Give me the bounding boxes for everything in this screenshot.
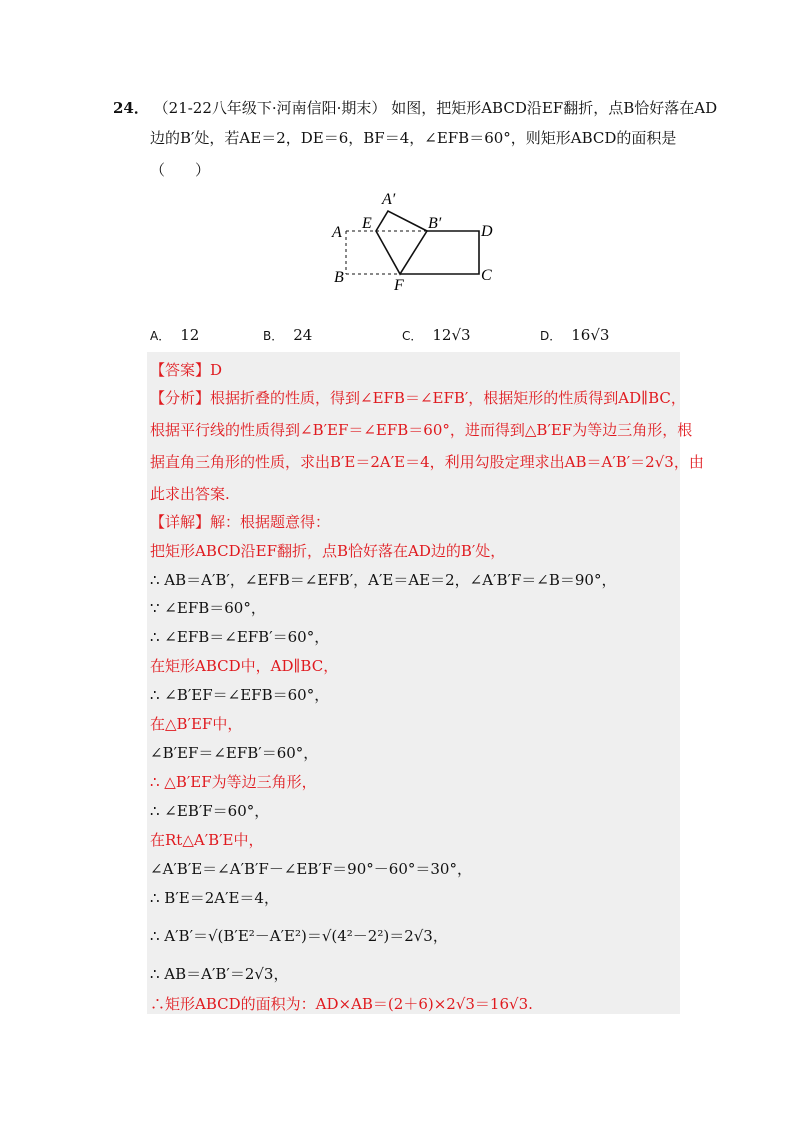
rectangle-right-part [400,231,479,274]
step-3: ∵ ∠EFB＝60°， [150,599,266,617]
geometry-figure [330,186,510,294]
label-D: D [481,223,493,240]
step-2: ∴ AB＝A′B′，∠EFB＝∠EFB′，A′E＝AE＝2，∠A′B′F＝∠B＝90°， [150,571,617,589]
analysis-line-1: 【分析】根据折叠的性质，得到∠EFB＝∠EFB′，根据矩形的性质得到AD∥BC， [150,389,686,407]
analysis-line-4: 此求出答案. [150,485,230,503]
answer-line: 【答案】D [150,361,223,379]
step-6: ∴ ∠B′EF＝∠EFB＝60°， [150,686,330,704]
question-source: （21-22八年级下·河南信阳·期末） [153,99,387,117]
option-c-value: 12√3 [432,326,471,344]
label-F: F [394,277,404,294]
option-d-label: D． [540,329,562,343]
step-8: ∠B′EF＝∠EFB′＝60°， [150,744,319,762]
step-4: ∴ ∠EFB＝∠EFB′＝60°， [150,628,330,646]
option-c [402,326,471,344]
option-b [263,326,312,344]
label-A: A [332,224,342,241]
step-9: ∴ △B′EF为等边三角形， [150,773,317,791]
label-B-prime: B′ [428,215,442,232]
question-line-1 [113,98,717,118]
option-b-value: 24 [293,326,313,344]
option-c-label: C． [402,329,423,343]
label-A-prime: A′ [382,191,396,208]
step-14: ∴ A′B′＝√(B′E²－A′E²)＝√(4²－2²)＝2√3， [150,927,448,945]
analysis-line-3: 据直角三角形的性质，求出B′E＝2A′E＝4，利用勾股定理求出AB＝A′B′＝2√3，由 [150,453,704,471]
answer-blank: （ ） [150,161,211,179]
step-15: ∴ AB＝A′B′＝2√3， [150,965,289,983]
step-11: 在Rt△A′B′E中， [150,831,264,849]
option-a [150,326,199,344]
analysis-line-2: 根据平行线的性质得到∠B′EF＝∠EFB＝60°，进而得到△B′EF为等边三角形，根 [150,421,693,439]
question-text-2: 边的B′处，若AE＝2，DE＝6，BF＝4，∠EFB＝60°，则矩形ABCD的面积是 [150,129,677,147]
step-16: ∴矩形ABCD的面积为：AD×AB＝(2＋6)×2√3＝16√3. [150,995,533,1013]
option-d-value: 16√3 [571,326,610,344]
step-10: ∴ ∠EB′F＝60°， [150,802,270,820]
label-E: E [362,215,372,232]
step-5: 在矩形ABCD中，AD∥BC， [150,657,339,675]
option-a-label: A． [150,329,171,343]
option-d [540,326,609,344]
step-12: ∠A′B′E＝∠A′B′F－∠EB′F＝90°－60°＝30°， [150,860,472,878]
label-C: C [481,267,492,284]
step-7: 在△B′EF中， [150,715,243,733]
question-number: 24． [113,99,149,117]
label-B: B [334,269,344,286]
option-a-value: 12 [180,326,200,344]
detail-title: 【详解】解：根据题意得： [150,513,331,531]
option-b-label: B． [263,329,284,343]
folded-shape [376,211,427,274]
step-1: 把矩形ABCD沿EF翻折，点B恰好落在AD边的B′处， [150,542,506,560]
question-text-1: 如图，把矩形ABCD沿EF翻折，点B恰好落在AD [391,99,718,117]
step-13: ∴ B′E＝2A′E＝4， [150,889,279,907]
